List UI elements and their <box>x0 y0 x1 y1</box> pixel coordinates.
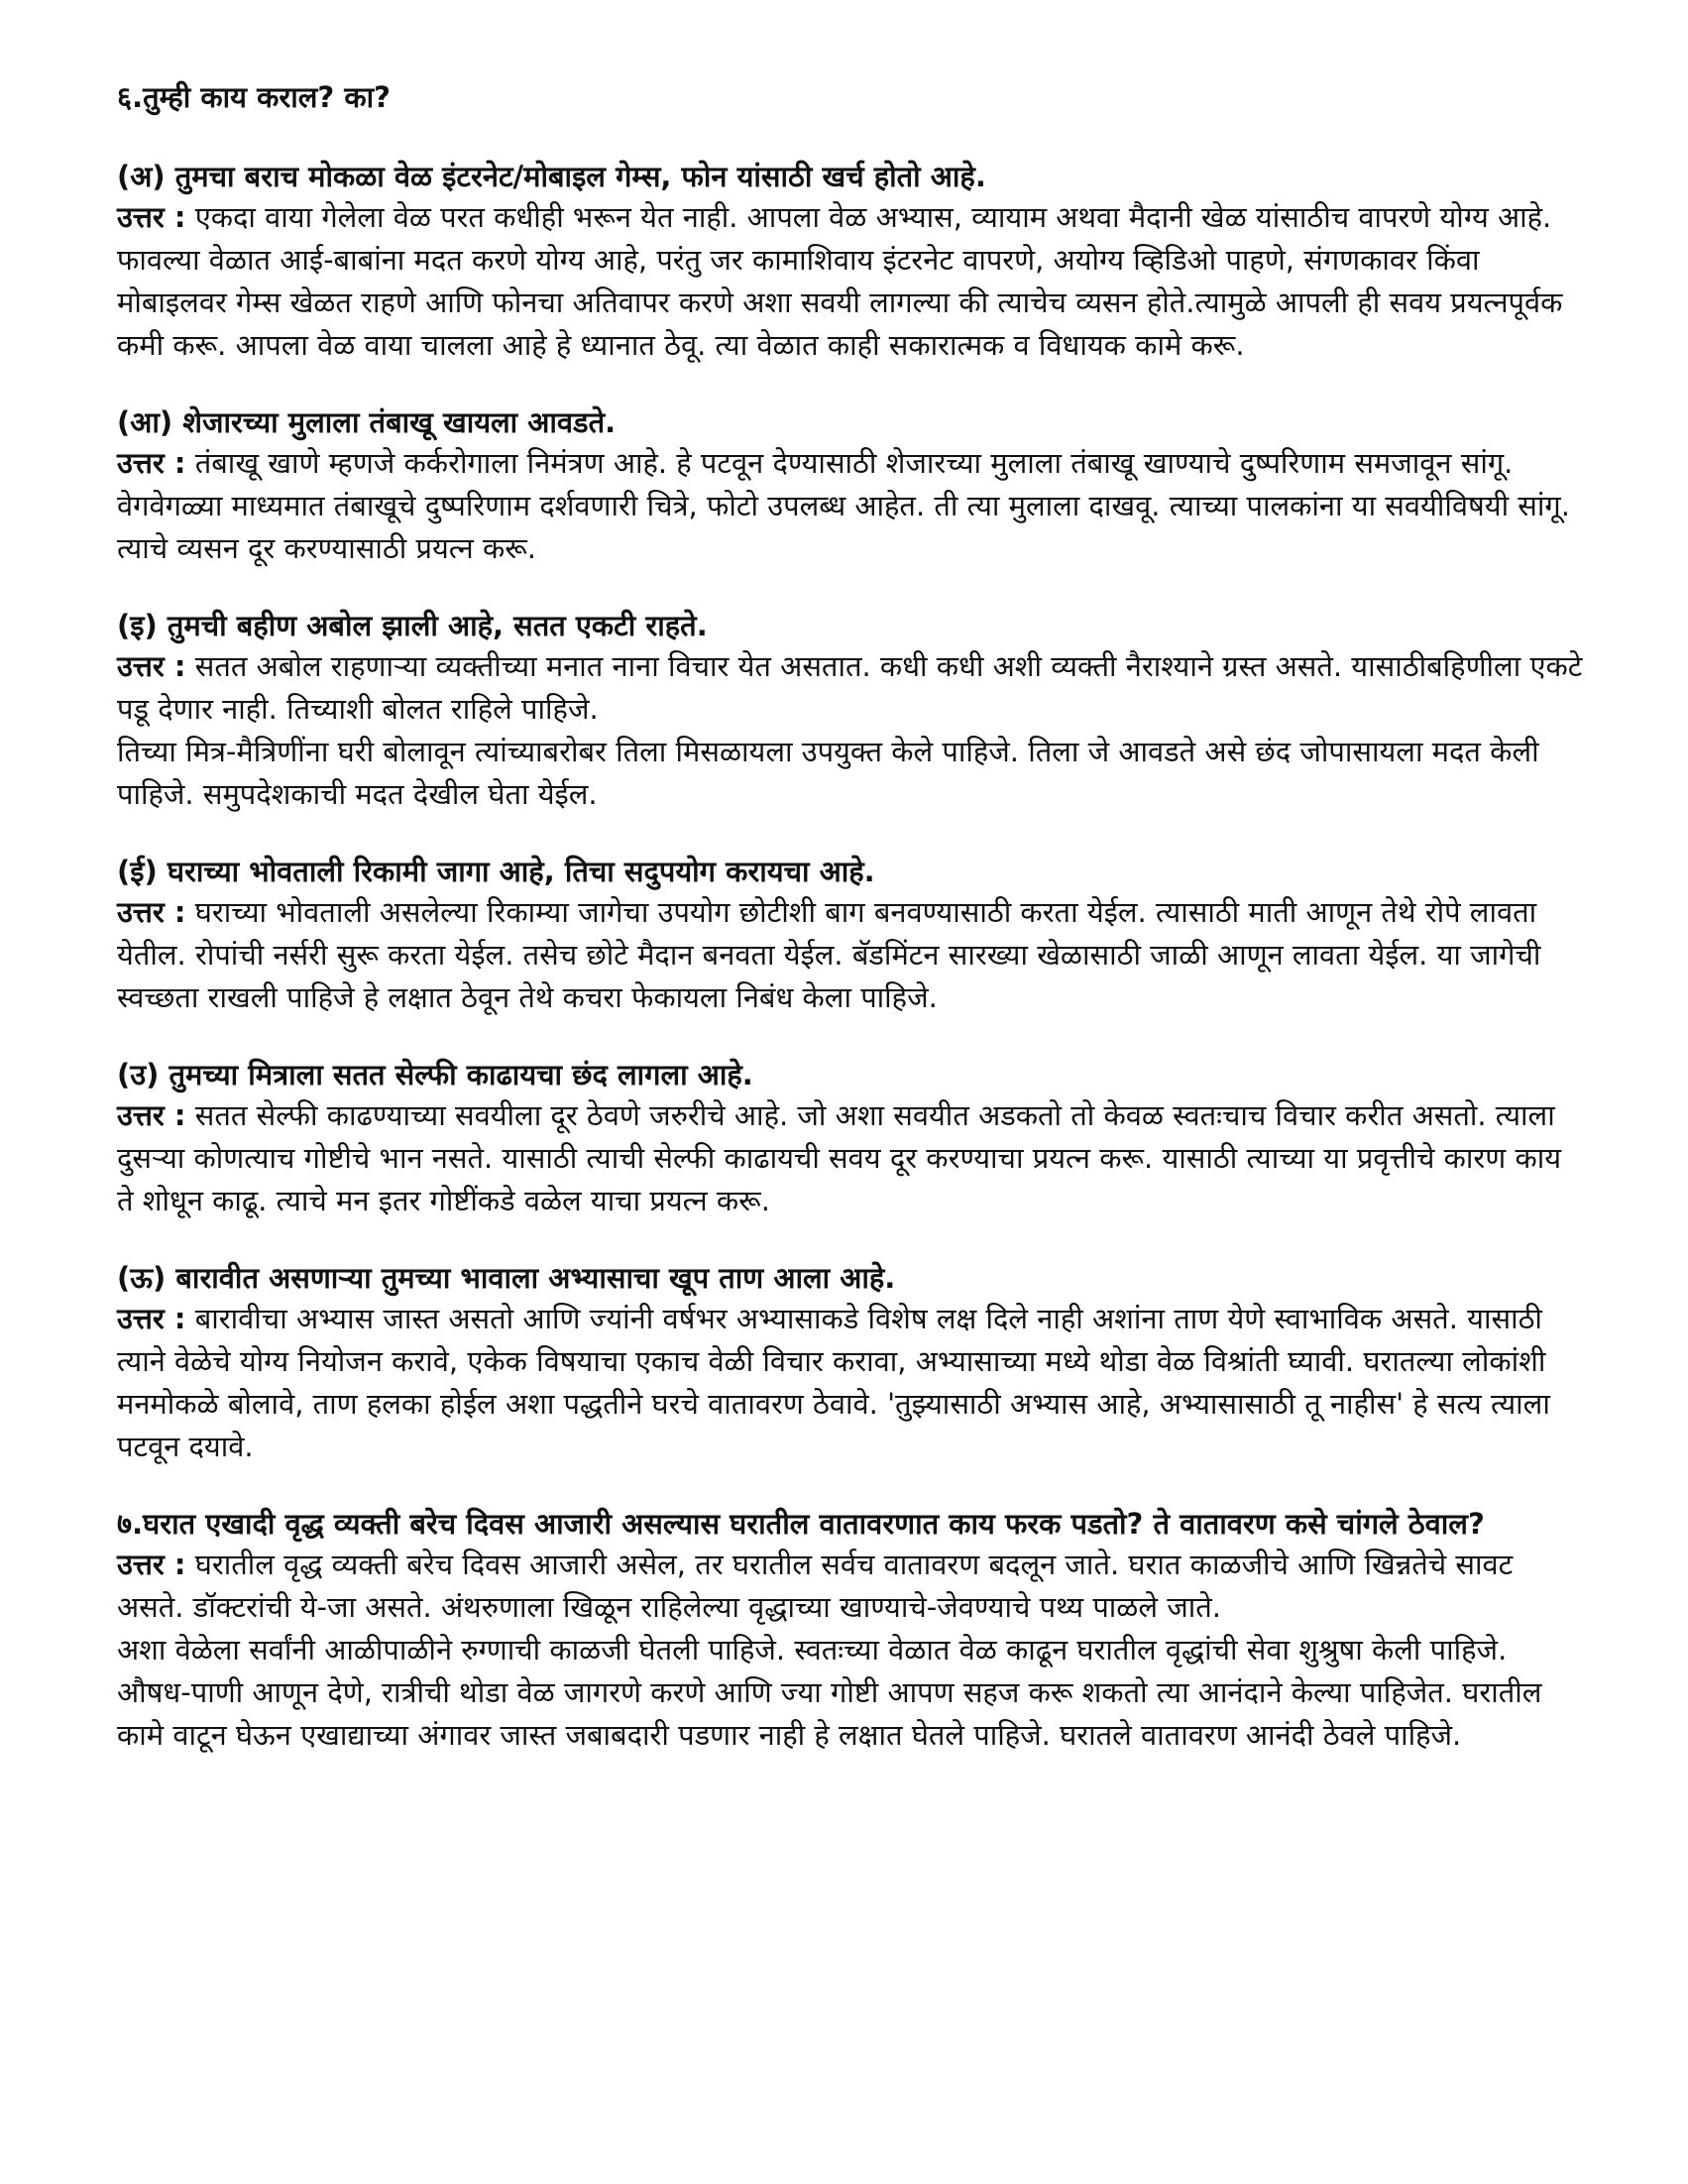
answer-label: उत्तर : <box>117 446 186 480</box>
answer-a <box>117 196 1584 367</box>
section-title-q6: ६.तुम्ही काय कराल? का? <box>117 80 391 114</box>
question-uu: (ऊ) बारावीत असणाऱ्या तुमच्या भावाला अभ्यासाचा खूप ताण आला आहे. <box>117 1261 896 1295</box>
answer-label: उत्तर : <box>117 200 186 234</box>
answer-text: सतत सेल्फी काढण्याच्या सवयीला दूर ठेवणे जरुरीचे आहे. जो अशा सवयीत अडकतो तो केवळ स्वतःचाच विचार करीत असतो. त्याला दुसऱ्या कोणत्याच गोष्टीचे भान नसते. यासाठी त्याची सेल्फी काढायची सवय दूर करण्याचा प्रयत्न करू. यासाठी त्याच्या या प्रवृत्तीचे कारण काय ते शोधून काढू. त्याचे मन इतर गोष्टींकडे वळेल याचा प्रयत्न करू. <box>117 1098 1562 1217</box>
question-a: (अ) तुमचा बराच मोकळा वेळ इंटरनेट/मोबाइल गेम्स, फोन यांसाठी खर्च होतो आहे. <box>117 160 986 193</box>
question-block-u <box>117 1055 1584 1222</box>
question-block-a <box>117 157 1584 367</box>
answer-text: घराच्या भोवताली असलेल्या रिकाम्या जागेचा उपयोग छोटीशी बाग बनवण्यासाठी करता येईल. त्यासाठी माती आणून तेथे रोपे लावता येतील. रोपांची नर्सरी सुरू करता येईल. तसेच छोटे मैदान बनवता येईल. बॅडमिंटन सारख्या खेळासाठी जाळी आणून लावता येईल. या जागेची स्वच्छता राखली पाहिजे हे लक्षात ठेवून तेथे कचरा फेकायला निबंध केला पाहिजे. <box>117 895 1541 1014</box>
document-page <box>117 77 1584 1792</box>
answer-ii <box>117 891 1584 1019</box>
answer-aa <box>117 442 1584 570</box>
answer-text: सतत अबोल राहणाऱ्या व्यक्तीच्या मनात नाना विचार येत असतात. कधी कधी अशी व्यक्ती नैराश्याने ग्रस्त असते. यासाठीबहिणीला एकटे पडू देणार नाही. तिच्याशी बोलत राहिले पाहिजे. <box>117 649 1583 726</box>
answer-text: घरातील वृद्ध व्यक्ती बरेच दिवस आजारी असेल, तर घरातील सर्वच वातावरण बदलून जाते. घरात काळजीचे आणि खिन्नतेचे सावट असते. डॉक्टरांची ये-जा असते. अंथरुणाला खिळून राहिलेल्या वृद्धाच्या खाण्याचे-जेवण्याचे पथ्य पाळले जाते. <box>117 1548 1514 1624</box>
answer-q7 <box>117 1544 1584 1629</box>
question-i: (इ) तुमची बहीण अबोल झाली आहे, सतत एकटी राहते. <box>117 609 708 642</box>
question-u: (उ) तुमच्या मित्राला सतत सेल्फी काढायचा छंद लागला आहे. <box>117 1058 753 1092</box>
question-aa: (आ) शेजारच्या मुलाला तंबाखू खायला आवडते. <box>117 405 617 439</box>
answer-q7-continued: अशा वेळेला सर्वांनी आळीपाळीने रुग्णाची काळजी घेतली पाहिजे. स्वतःच्या वेळात वेळ काढून घरातील वृद्धांची सेवा शुश्रुषा केली पाहिजे. औषध-पाणी आणून देणे, रात्रीची थोडा वेळ जागरणे करणे आणि ज्या गोष्टी आपण सहज करू शकतो त्या आनंदाने केल्या पाहिजेत. घरातील कामे वाटून घेऊन एखाद्याच्या अंगावर जास्त जबाबदारी पडणार नाही हे लक्षात घेतले पाहिजे. घरातले वातावरण आनंदी ठेवले पाहिजे. <box>117 1633 1542 1752</box>
question-block-ii <box>117 852 1584 1019</box>
question-ii: (ई) घराच्या भोवताली रिकामी जागा आहे, तिचा सदुपयोग करायचा आहे. <box>117 855 875 888</box>
answer-label: उत्तर : <box>117 1302 186 1335</box>
question-block-uu <box>117 1258 1584 1468</box>
spacer <box>117 117 1584 157</box>
answer-i-continued: तिच्या मित्र-मैत्रिणींना घरी बोलावून त्यांच्याबरोबर तिला मिसळायला उपयुक्त केले पाहिजे. तिला जे आवडते असे छंद जोपासायला मदत केली पाहिजे. समुपदेशकाची मदत देखील घेता येईल. <box>117 735 1539 811</box>
answer-text: बारावीचा अभ्यास जास्त असतो आणि ज्यांनी वर्षभर अभ्यासाकडे विशेष लक्ष दिले नाही अशांना ताण येणे स्वाभाविक असते. यासाठी त्याने वेळेचे योग्य नियोजन करावे, एकेक विषयाचा एकाच वेळी विचार करावा, अभ्यासाच्या मध्ये थोडा वेळ विश्रांती घ्यावी. घरातल्या लोकांशी मनमोकळे बोलावे, ताण हलका होईल अशा पद्धतीने घरचे वातावरण ठेवावे. 'तुझ्यासाठी अभ्यास आहे, अभ्यासासाठी तू नाहीस' हे सत्य त्याला पटवून दयावे. <box>117 1302 1550 1463</box>
answer-i <box>117 645 1584 731</box>
answer-u <box>117 1094 1584 1222</box>
question-q7: ७.घरात एखादी वृद्ध व्यक्ती बरेच दिवस आजारी असल्यास घरातील वातावरणात काय फरक पडतो? ते वातावरण कसे चांगले ठेवाल? <box>117 1507 1485 1541</box>
answer-label: उत्तर : <box>117 1548 186 1581</box>
question-block-aa <box>117 402 1584 570</box>
answer-text: तंबाखू खाणे म्हणजे कर्करोगाला निमंत्रण आहे. हे पटवून देण्यासाठी शेजारच्या मुलाला तंबाखू खाण्याचे दुष्परिणाम समजावून सांगू. वेगवेगळ्या माध्यमात तंबाखूचे दुष्परिणाम दर्शवणारी चित्रे, फोटो उपलब्ध आहेत. ती त्या मुलाला दाखवू. त्याच्या पालकांना या सवयीविषयी सांगू. त्याचे व्यसन दूर करण्यासाठी प्रयत्न करू. <box>117 446 1570 565</box>
question-block-q7 <box>117 1504 1584 1757</box>
answer-label: उत्तर : <box>117 895 186 929</box>
answer-uu <box>117 1298 1584 1468</box>
answer-text: एकदा वाया गेलेला वेळ परत कधीही भरून येत नाही. आपला वेळ अभ्यास, व्यायाम अथवा मैदानी खेळ यांसाठीच वापरणे योग्य आहे. फावल्या वेळात आई-बाबांना मदत करणे योग्य आहे, परंतु जर कामाशिवाय इंटरनेट वापरणे, अयोग्य व्हिडिओ पाहणे, संगणकावर किंवा मोबाइलवर गेम्स खेळत राहणे आणि फोनचा अतिवापर करणे अशा सवयी लागल्या की त्याचेच व्यसन होते.त्यामुळे आपली ही सवय प्रयत्नपूर्वक कमी करू. आपला वेळ वाया चालला आहे हे ध्यानात ठेवू. त्या वेळात काही सकारात्मक व विधायक कामे करू. <box>117 200 1563 362</box>
answer-label: उत्तर : <box>117 1098 186 1132</box>
question-block-i <box>117 606 1584 816</box>
answer-label: उत्तर : <box>117 649 186 683</box>
